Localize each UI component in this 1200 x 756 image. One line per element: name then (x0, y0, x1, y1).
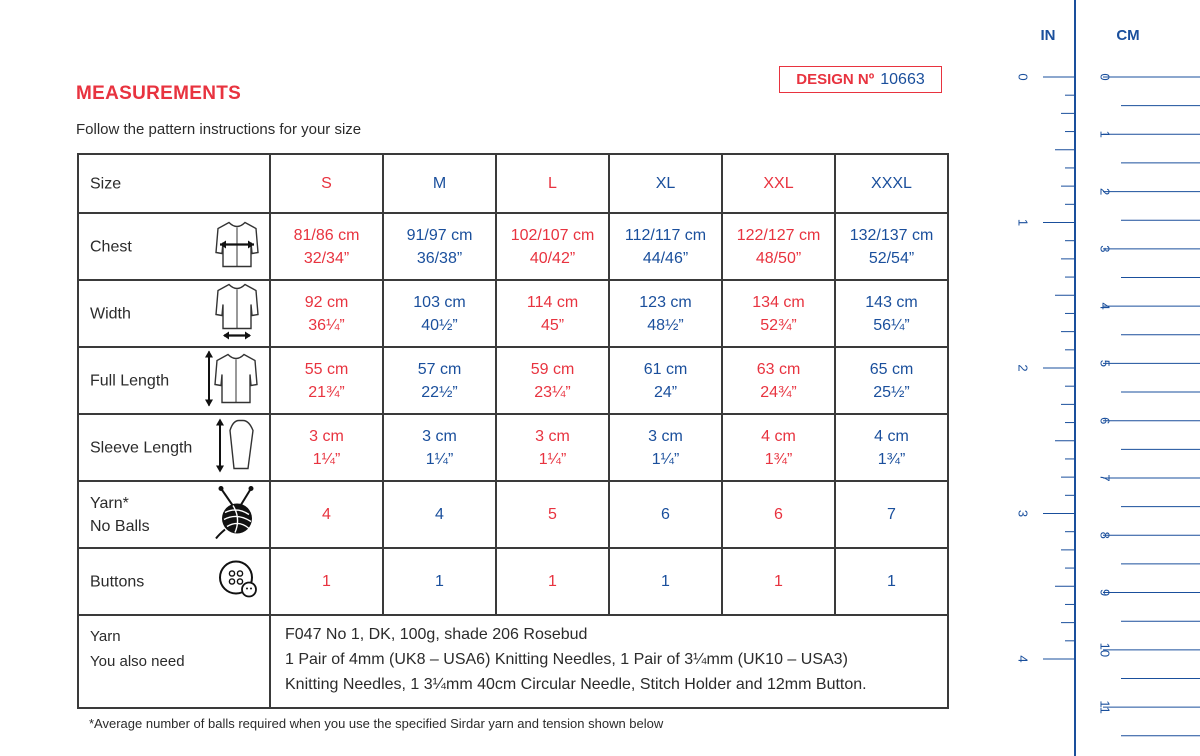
you-also-need-label: You also need (90, 653, 185, 670)
buttons-cell (383, 548, 496, 615)
yarn-ball-icon (213, 484, 261, 545)
imperial-value: 52/54” (868, 249, 915, 267)
chest-label-cell (78, 213, 270, 280)
sleeve-length-label: Sleeve Length (90, 439, 193, 456)
cm-number: 9 (1097, 588, 1113, 597)
subtitle: Follow the pattern instructions for your size (76, 121, 362, 138)
measurement-cell (722, 280, 835, 347)
imperial-value: 36¼” (308, 316, 345, 334)
imperial-value: 24” (653, 383, 678, 401)
imperial-value: 48½” (647, 316, 684, 334)
inch-number: 3 (1015, 509, 1031, 518)
metric-value: 61 cm (643, 360, 688, 378)
yarn-balls-value: 4 (322, 506, 331, 523)
measurement-cell (383, 213, 496, 280)
imperial-value: 45” (540, 316, 565, 334)
cm-number: 1 (1097, 130, 1113, 138)
width-label: Width (90, 305, 131, 322)
buttons-value: 1 (322, 573, 331, 590)
measurement-cell (383, 347, 496, 414)
yarn-balls-label: No Balls (90, 517, 150, 535)
cm-unit-label: CM (1116, 27, 1140, 44)
measurement-cell (609, 280, 722, 347)
footnote: *Average number of balls required when you use the specified Sirdar yarn and tension shown below (89, 716, 664, 731)
measurement-cell (722, 347, 835, 414)
measurement-cell (270, 414, 383, 481)
ruler (993, 0, 1200, 756)
cm-number: 7 (1097, 474, 1113, 482)
measurement-cell (835, 347, 948, 414)
metric-value: 3 cm (422, 427, 457, 445)
buttons-cell (270, 548, 383, 615)
measurement-cell (270, 280, 383, 347)
yarn-balls-cell (722, 481, 835, 548)
measurement-cell (722, 213, 835, 280)
measurement-cell (835, 213, 948, 280)
metric-value: 92 cm (304, 293, 349, 311)
buttons-value: 1 (548, 573, 557, 590)
yarn-balls-cell (270, 481, 383, 548)
chest-icon (213, 218, 261, 275)
yarn-balls-row (78, 481, 948, 548)
imperial-value: 1¾” (877, 450, 906, 468)
yarn-balls-cell (609, 481, 722, 548)
yarn-balls-cell (496, 481, 609, 548)
imperial-value: 1¼” (312, 450, 341, 468)
measurement-cell (609, 213, 722, 280)
metric-value: 55 cm (304, 360, 349, 378)
size-label-cell (78, 154, 270, 213)
measurement-cell (496, 414, 609, 481)
sleeve-length-icon (213, 416, 261, 479)
metric-value: 81/86 cm (293, 226, 360, 244)
full-length-row (78, 347, 948, 414)
size-label: L (548, 175, 557, 192)
width-icon (213, 282, 261, 345)
size-label: XXXL (871, 175, 912, 192)
inch-number: 0 (1015, 73, 1031, 81)
imperial-value: 44/46” (642, 249, 689, 267)
cm-number: 0 (1097, 73, 1113, 81)
buttons-label: Buttons (90, 573, 145, 590)
metric-value: 4 cm (874, 427, 909, 445)
imperial-value: 52¾” (760, 316, 797, 334)
yarn-balls-value: 5 (548, 506, 557, 523)
design-number-badge (779, 66, 942, 93)
yarn-balls-value: 4 (435, 506, 444, 523)
page-title: MEASUREMENTS (76, 83, 242, 104)
full-length-label: Full Length (90, 372, 170, 389)
metric-value: 4 cm (761, 427, 796, 445)
design-label: DESIGN Nº (796, 71, 875, 88)
cm-number: 11 (1097, 700, 1113, 714)
yarn-label: Yarn (90, 628, 121, 645)
measurement-cell (383, 414, 496, 481)
cm-number: 2 (1097, 187, 1113, 196)
yarn-balls-cell (835, 481, 948, 548)
buttons-cell (722, 548, 835, 615)
inch-unit-label: IN (1040, 27, 1056, 44)
imperial-value: 1¼” (651, 450, 680, 468)
imperial-value: 32/34” (303, 249, 350, 267)
metric-value: 123 cm (639, 293, 692, 311)
full-length-icon (201, 348, 261, 413)
yarn-balls-label-cell (78, 481, 270, 548)
metric-value: 132/137 cm (849, 226, 934, 244)
sleeve-length-row (78, 414, 948, 481)
imperial-value: 1¾” (764, 450, 793, 468)
size-header (270, 154, 383, 213)
yarn-info-label-cell (78, 615, 270, 708)
imperial-value: 24¾” (760, 383, 797, 401)
cm-number: 5 (1097, 359, 1113, 368)
sleeve-length-label-cell (78, 414, 270, 481)
imperial-value: 36/38” (416, 249, 463, 267)
metric-value: 3 cm (535, 427, 570, 445)
metric-value: 65 cm (869, 360, 914, 378)
metric-value: 112/117 cm (624, 226, 707, 244)
metric-value: 59 cm (530, 360, 575, 378)
metric-value: 122/127 cm (736, 226, 821, 244)
size-label: XXL (763, 175, 794, 192)
imperial-value: 21¾” (308, 383, 345, 401)
measurement-cell (722, 414, 835, 481)
metric-value: 57 cm (417, 360, 462, 378)
yarn-balls-value: 6 (661, 506, 670, 523)
size-row (78, 154, 948, 213)
size-label: XL (655, 175, 676, 192)
buttons-cell (609, 548, 722, 615)
metric-value: 134 cm (752, 293, 805, 311)
yarn-balls-label: Yarn* (90, 494, 129, 512)
buttons-cell (835, 548, 948, 615)
buttons-label-cell (78, 548, 270, 615)
cm-number: 3 (1097, 245, 1113, 253)
imperial-value: 40/42” (529, 249, 576, 267)
width-row (78, 280, 948, 347)
yarn-balls-value: 7 (887, 506, 896, 523)
imperial-value: 1¼” (538, 450, 567, 468)
measurement-cell (609, 347, 722, 414)
yarn-spec: F047 No 1, DK, 100g, shade 206 Rosebud (285, 626, 588, 643)
cm-number: 10 (1097, 642, 1113, 658)
yarn-info-cell (270, 615, 948, 708)
yarn-balls-value: 6 (774, 506, 783, 523)
inch-number: 4 (1015, 655, 1031, 663)
imperial-value: 56¼” (873, 316, 910, 334)
measurement-cell (835, 280, 948, 347)
measurement-cell (835, 414, 948, 481)
size-label: S (321, 175, 332, 192)
cm-number: 8 (1097, 531, 1113, 539)
metric-value: 102/107 cm (510, 226, 595, 244)
metric-value: 63 cm (756, 360, 801, 378)
measurement-cell (496, 213, 609, 280)
metric-value: 91/97 cm (406, 226, 473, 244)
metric-value: 3 cm (648, 427, 683, 445)
needles-line-2: Knitting Needles, 1 3¼mm 40cm Circular Needle, Stitch Holder and 12mm Button. (285, 676, 867, 693)
size-header (609, 154, 722, 213)
measurement-cell (609, 414, 722, 481)
size-header (835, 154, 948, 213)
measurement-cell (496, 347, 609, 414)
chest-row (78, 213, 948, 280)
buttons-cell (496, 548, 609, 615)
width-label-cell (78, 280, 270, 347)
yarn-balls-cell (383, 481, 496, 548)
inch-number: 1 (1015, 218, 1031, 227)
buttons-value: 1 (661, 573, 670, 590)
size-label: M (432, 175, 447, 192)
imperial-value: 1¼” (425, 450, 454, 468)
yarn-info-row (78, 615, 948, 708)
measurement-cell (496, 280, 609, 347)
imperial-value: 48/50” (755, 249, 802, 267)
design-number: 10663 (880, 70, 925, 88)
measurement-cell (270, 347, 383, 414)
cm-number: 4 (1097, 302, 1113, 310)
metric-value: 103 cm (413, 293, 466, 311)
measurement-cell (383, 280, 496, 347)
size-header (383, 154, 496, 213)
buttons-value: 1 (774, 573, 783, 590)
buttons-value: 1 (887, 573, 896, 590)
imperial-value: 40½” (421, 316, 458, 334)
needles-line-1: 1 Pair of 4mm (UK8 – USA6) Knitting Needles, 1 Pair of 3¼mm (UK10 – USA3) (285, 651, 848, 668)
button-icon (217, 557, 261, 606)
size-header (722, 154, 835, 213)
metric-value: 3 cm (309, 427, 344, 445)
imperial-value: 22½” (421, 383, 458, 401)
size-header (496, 154, 609, 213)
imperial-value: 23¼” (534, 383, 571, 401)
buttons-row (78, 548, 948, 615)
buttons-value: 1 (435, 573, 444, 590)
cm-number: 6 (1097, 417, 1113, 425)
size-label: Size (90, 175, 122, 192)
metric-value: 143 cm (865, 293, 918, 311)
chest-label: Chest (90, 238, 132, 255)
inch-number: 2 (1015, 364, 1031, 372)
measurements-table (77, 153, 949, 709)
metric-value: 114 cm (526, 293, 579, 311)
imperial-value: 25½” (873, 383, 910, 401)
full-length-label-cell (78, 347, 270, 414)
measurement-cell (270, 213, 383, 280)
